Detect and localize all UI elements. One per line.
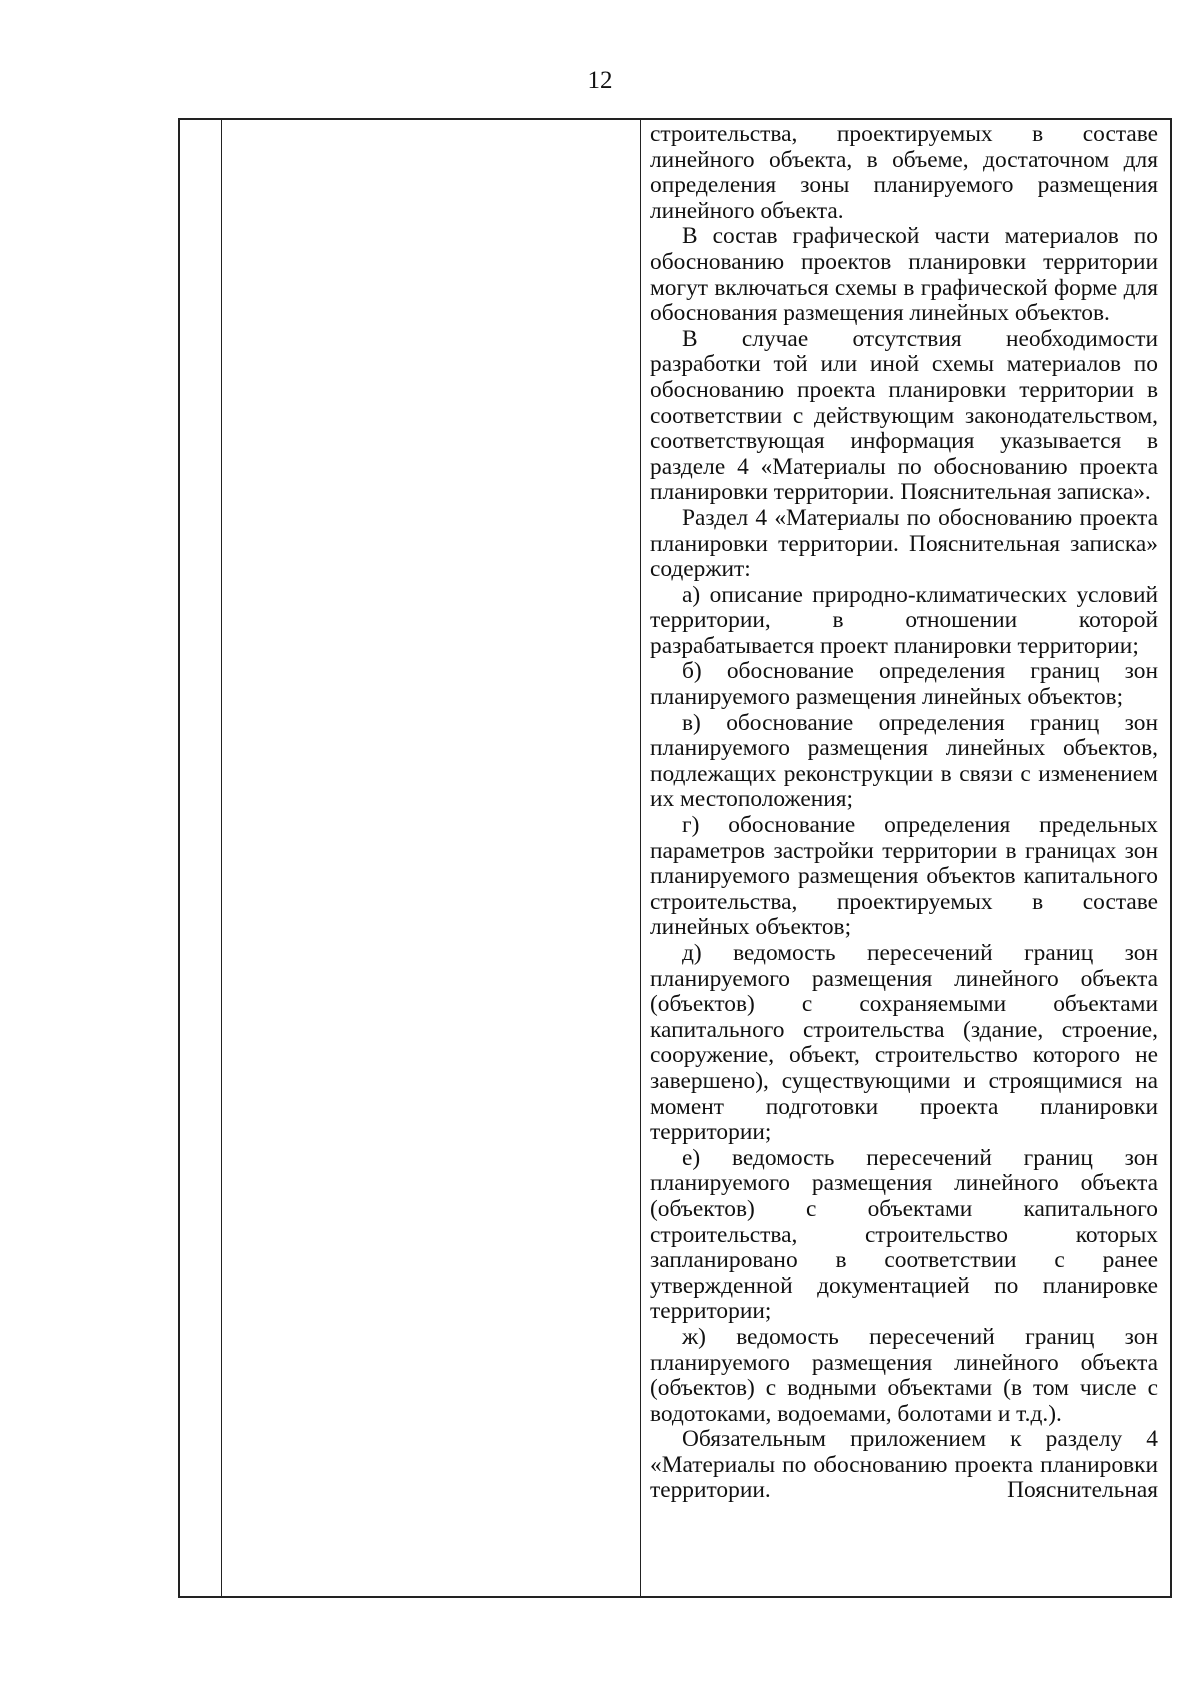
table-text-cell (650, 122, 1158, 1504)
list-item-b: б) обоснование определения границ зон планируемого размещения линейных объектов; (650, 658, 1158, 711)
column-divider-number (221, 120, 222, 1596)
list-item-zh: ж) ведомость пересечений границ зон планируемого размещения линейного объекта (объектов) с водными объектами (в том числе с водотоками, водоемами, болотами и т.д.). (650, 1323, 1158, 1427)
paragraph-graphic-part: В состав графической части материалов по обоснованию проектов планировки территории могут включаться схемы в графической форме для обоснования размещения линейных объектов. (650, 223, 1158, 327)
paragraph-section-4-contents: Раздел 4 «Материалы по обоснованию проекта планировки территории. Пояснительная записка» содержит: (650, 504, 1158, 583)
paragraph-mandatory-appendix: Обязательным приложением к разделу 4 «Материалы по обоснованию проекта планировки территории. Пояснительная (650, 1426, 1158, 1504)
list-item-v: в) обоснование определения границ зон планируемого размещения линейных объектов, подлежащих реконструкции в связи с изменением их местоположения; (650, 709, 1158, 813)
list-item-d: д) ведомость пересечений границ зон планируемого размещения линейного объекта (объектов) с сохраняемыми объектами капитального строительства (здание, строение, сооружение, объект, строительство которого не завершено), существующими и строящимися на момент подготовки проекта планировки территории; (650, 940, 1158, 1146)
paragraph-continuation: строительства, проектируемых в составе линейного объекта, в объеме, достаточном для определения зоны планируемого размещения линейного объекта. (650, 121, 1158, 224)
column-divider-content (640, 120, 641, 1596)
document-table (178, 118, 1172, 1598)
list-item-e: е) ведомость пересечений границ зон планируемого размещения линейного объекта (объектов) с объектами капитального строительства, строительство которых запланировано в соответствии с ранее утвержденной документацией по планировке территории; (650, 1144, 1158, 1325)
page-number: 12 (587, 67, 613, 94)
paragraph-absence-case: В случае отсутствия необходимости разработки той или иной схемы материалов по обоснованию проекта планировки территории в соответствии с действующим законодательством, соответствующая информация указывается в разделе 4 «Материалы по обоснованию проекта планировки территории. Пояснительная записка». (650, 325, 1158, 506)
list-item-a: а) описание природно-климатических условий территории, в отношении которой разрабатывается проект планировки территории; (650, 581, 1158, 659)
list-item-g: г) обоснование определения предельных параметров застройки территории в границах зон планируемого размещения объектов капитального строительства, проектируемых в составе линейных объектов; (650, 812, 1158, 941)
